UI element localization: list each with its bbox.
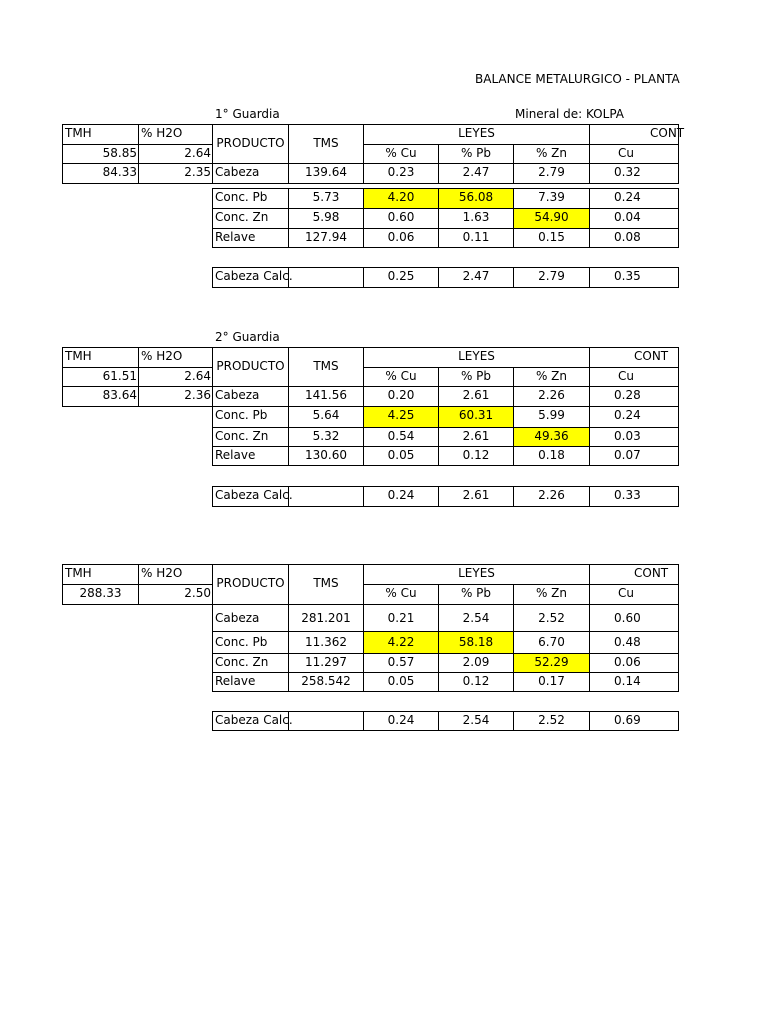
calc-zn: 2.26	[513, 486, 590, 507]
tmh-header: TMH	[62, 124, 139, 145]
row-producto: Conc. Pb	[212, 631, 289, 654]
row-tms: 139.64	[288, 163, 364, 184]
h2o-header: % H2O	[138, 564, 213, 585]
producto-header: PRODUCTO	[212, 124, 289, 164]
cont-cu-header: Cu	[589, 367, 679, 387]
leyes-header: LEYES	[363, 564, 590, 585]
row-zn: 2.79	[513, 163, 590, 184]
row-producto: Conc. Zn	[212, 208, 289, 229]
h2o-value: 2.50	[138, 584, 213, 605]
report-title: BALANCE METALURGICO - PLANTA	[475, 72, 680, 86]
row-zn: 2.26	[513, 386, 590, 407]
row-producto: Cabeza	[212, 163, 289, 184]
cu-header: % Cu	[363, 144, 439, 164]
row-producto: Relave	[212, 446, 289, 466]
h2o-value: 2.36	[138, 386, 213, 407]
row-cont-cu: 0.08	[589, 228, 679, 248]
row-pb: 0.12	[438, 672, 514, 692]
zn-header: % Zn	[513, 584, 590, 605]
cont-header: CONT	[589, 564, 679, 585]
calc-producto: Cabeza Calc.	[212, 486, 289, 507]
row-zn: 2.52	[513, 604, 590, 632]
row-zn: 0.15	[513, 228, 590, 248]
row-pb: 2.47	[438, 163, 514, 184]
row-cont-cu: 0.60	[589, 604, 679, 632]
cont-header: CONT	[589, 347, 679, 368]
calc-producto: Cabeza Calc.	[212, 267, 289, 288]
row-tms: 281.201	[288, 604, 364, 632]
calc-cu: 0.24	[363, 486, 439, 507]
row-tms: 141.56	[288, 386, 364, 407]
calc-pb: 2.54	[438, 711, 514, 731]
block-2-label: 2° Guardia	[215, 330, 280, 344]
cu-header: % Cu	[363, 584, 439, 605]
calc-cont-cu: 0.35	[589, 267, 679, 288]
row-producto: Conc. Pb	[212, 188, 289, 209]
zn-header: % Zn	[513, 144, 590, 164]
tmh-value: 83.64	[62, 386, 139, 407]
tmh-value: 61.51	[62, 367, 139, 387]
row-pb: 2.54	[438, 604, 514, 632]
row-cu: 0.60	[363, 208, 439, 229]
row-pb-highlight: 60.31	[438, 406, 514, 428]
calc-cont-cu: 0.69	[589, 711, 679, 731]
calc-pb: 2.61	[438, 486, 514, 507]
row-tms: 130.60	[288, 446, 364, 466]
producto-header: PRODUCTO	[212, 564, 289, 605]
row-producto: Cabeza	[212, 386, 289, 407]
row-tms: 258.542	[288, 672, 364, 692]
tmh-value: 58.85	[62, 144, 139, 164]
pb-header: % Pb	[438, 367, 514, 387]
row-cont-cu: 0.32	[589, 163, 679, 184]
row-tms: 5.73	[288, 188, 364, 209]
row-producto: Cabeza	[212, 604, 289, 632]
tmh-value: 84.33	[62, 163, 139, 184]
row-cont-cu: 0.04	[589, 208, 679, 229]
calc-cu: 0.25	[363, 267, 439, 288]
mineral-label: Mineral de: KOLPA	[515, 107, 624, 121]
row-tms: 5.98	[288, 208, 364, 229]
row-zn: 0.17	[513, 672, 590, 692]
row-cu: 0.06	[363, 228, 439, 248]
row-cont-cu: 0.24	[589, 406, 679, 428]
row-cont-cu: 0.24	[589, 188, 679, 209]
row-cont-cu: 0.48	[589, 631, 679, 654]
row-cont-cu: 0.03	[589, 427, 679, 447]
row-tms: 11.362	[288, 631, 364, 654]
row-pb: 2.09	[438, 653, 514, 673]
tmh-header: TMH	[62, 347, 139, 368]
row-producto: Conc. Zn	[212, 653, 289, 673]
pb-header: % Pb	[438, 584, 514, 605]
row-producto: Conc. Zn	[212, 427, 289, 447]
row-tms: 5.64	[288, 406, 364, 428]
row-cu: 0.21	[363, 604, 439, 632]
h2o-value: 2.64	[138, 367, 213, 387]
leyes-header: LEYES	[363, 124, 590, 145]
h2o-value: 2.64	[138, 144, 213, 164]
cu-header: % Cu	[363, 367, 439, 387]
row-pb: 1.63	[438, 208, 514, 229]
calc-tms	[288, 267, 364, 288]
block-1-label: 1° Guardia	[215, 107, 280, 121]
h2o-value: 2.35	[138, 163, 213, 184]
row-cont-cu: 0.28	[589, 386, 679, 407]
calc-tms	[288, 486, 364, 507]
row-tms: 127.94	[288, 228, 364, 248]
tms-header: TMS	[288, 124, 364, 164]
row-cont-cu: 0.14	[589, 672, 679, 692]
row-tms: 11.297	[288, 653, 364, 673]
calc-tms	[288, 711, 364, 731]
row-zn: 0.18	[513, 446, 590, 466]
calc-cu: 0.24	[363, 711, 439, 731]
row-pb: 2.61	[438, 427, 514, 447]
zn-header: % Zn	[513, 367, 590, 387]
row-zn: 6.70	[513, 631, 590, 654]
calc-zn: 2.79	[513, 267, 590, 288]
calc-cont-cu: 0.33	[589, 486, 679, 507]
tms-header: TMS	[288, 564, 364, 605]
cont-cu-header: Cu	[589, 584, 679, 605]
row-pb-highlight: 56.08	[438, 188, 514, 209]
row-zn-highlight: 54.90	[513, 208, 590, 229]
row-pb: 0.11	[438, 228, 514, 248]
calc-producto: Cabeza Calc.	[212, 711, 289, 731]
row-pb: 0.12	[438, 446, 514, 466]
h2o-header: % H2O	[138, 347, 213, 368]
row-zn-highlight: 49.36	[513, 427, 590, 447]
row-cu-highlight: 4.22	[363, 631, 439, 654]
calc-pb: 2.47	[438, 267, 514, 288]
row-producto: Relave	[212, 228, 289, 248]
h2o-header: % H2O	[138, 124, 213, 145]
row-producto: Conc. Pb	[212, 406, 289, 428]
leyes-header: LEYES	[363, 347, 590, 368]
cont-header: CONT	[589, 124, 679, 145]
row-tms: 5.32	[288, 427, 364, 447]
row-cu: 0.05	[363, 446, 439, 466]
row-cu: 0.54	[363, 427, 439, 447]
row-cu: 0.23	[363, 163, 439, 184]
calc-zn: 2.52	[513, 711, 590, 731]
row-zn-highlight: 52.29	[513, 653, 590, 673]
tmh-header: TMH	[62, 564, 139, 585]
tmh-value: 288.33	[62, 584, 139, 605]
row-zn: 7.39	[513, 188, 590, 209]
row-cu-highlight: 4.25	[363, 406, 439, 428]
row-producto: Relave	[212, 672, 289, 692]
row-zn: 5.99	[513, 406, 590, 428]
tms-header: TMS	[288, 347, 364, 387]
pb-header: % Pb	[438, 144, 514, 164]
row-pb: 2.61	[438, 386, 514, 407]
row-cont-cu: 0.07	[589, 446, 679, 466]
producto-header: PRODUCTO	[212, 347, 289, 387]
row-pb-highlight: 58.18	[438, 631, 514, 654]
row-cu: 0.20	[363, 386, 439, 407]
row-cu-highlight: 4.20	[363, 188, 439, 209]
row-cu: 0.05	[363, 672, 439, 692]
row-cu: 0.57	[363, 653, 439, 673]
row-cont-cu: 0.06	[589, 653, 679, 673]
cont-cu-header: Cu	[589, 144, 679, 164]
